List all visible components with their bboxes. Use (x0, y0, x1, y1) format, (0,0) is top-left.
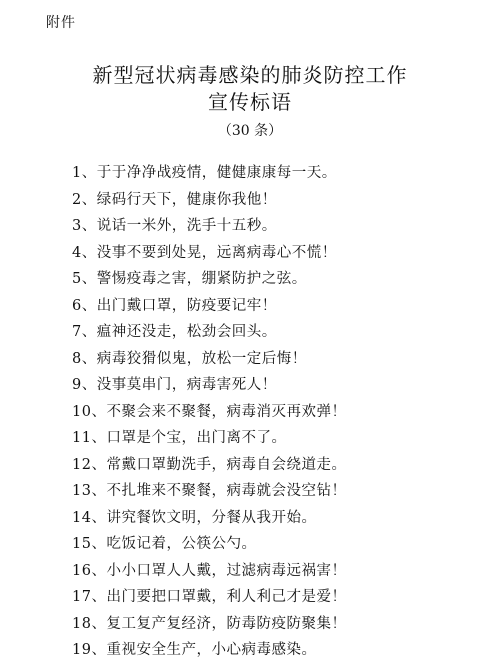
document-subtitle: 宣传标语 (208, 90, 292, 114)
slogan-item: 4、没事不要到处晃，远离病毒心不慌！ (72, 244, 337, 261)
slogan-item: 8、病毒狡猾似鬼，放松一定后悔！ (72, 350, 307, 367)
slogan-item: 19、重视安全生产，小心病毒感染。 (72, 642, 317, 658)
slogan-item: 1、于于净净战疫情，健健康康每一天。 (72, 165, 337, 181)
slogan-item: 11、口罩是个宝，出门离不了。 (72, 430, 287, 446)
slogan-item: 2、绿码行天下，健康你我他！ (72, 191, 277, 208)
slogan-item: 7、瘟神还没走，松劲会回头。 (72, 324, 277, 340)
slogan-item: 12、常戴口罩勤洗手，病毒自会绕道走。 (72, 456, 347, 473)
slogan-list (72, 160, 482, 664)
slogan-item: 10、不聚会来不聚餐，病毒消灭再欢弹！ (72, 403, 347, 420)
slogan-item: 17、出门要把口罩戴，利人利己才是爱！ (72, 589, 347, 605)
slogan-item: 5、警惕疫毒之害，绷紧防护之弦。 (72, 271, 307, 287)
slogan-item: 15、吃饭记着，公筷公勺。 (72, 536, 257, 552)
slogan-item: 6、出门戴口罩，防疫要记牢！ (72, 297, 277, 314)
slogan-count: （30 条） (217, 123, 283, 139)
slogan-item: 13、不扎堆来不聚餐，病毒就会没空钻！ (72, 483, 347, 499)
slogan-item: 16、小小口罩人人戴，过滤病毒远祸害！ (72, 562, 347, 579)
slogan-item: 9、没事莫串门，病毒害死人！ (72, 377, 277, 393)
document-title: 新型冠状病毒感染的肺炎防控工作 (92, 63, 408, 87)
slogan-item: 14、讲究餐饮文明，分餐从我开始。 (72, 509, 317, 526)
slogan-item: 18、复工复产复经济，防毒防疫防聚集！ (72, 615, 347, 632)
attachment-label: 附件 (46, 15, 76, 31)
slogan-item: 3、说话一米外，洗手十五秒。 (72, 218, 277, 234)
